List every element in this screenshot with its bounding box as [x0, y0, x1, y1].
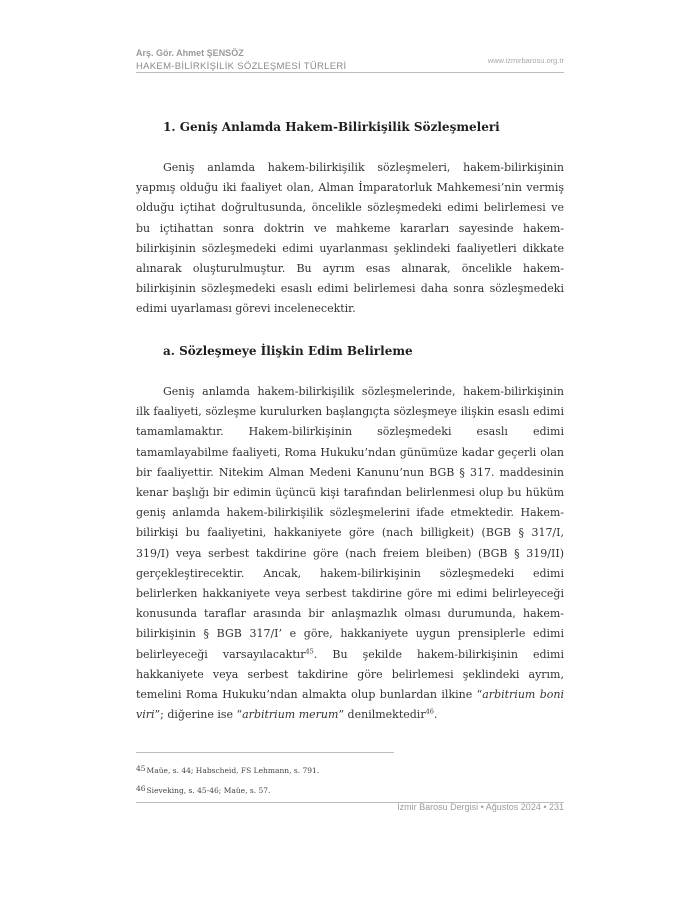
footnote-46 — [136, 786, 270, 795]
footnote-divider — [136, 752, 394, 753]
header-url[interactable]: www.izmirbarosu.org.tr — [487, 56, 564, 65]
header-author: Arş. Gör. Ahmet ŞENSÖZ — [136, 48, 244, 58]
footnote-number: 46 — [136, 784, 146, 793]
header-title: HAKEM-BİLİRKİŞİLİK SÖZLEŞMESİ TÜRLERİ — [136, 61, 347, 72]
footnote-ref-46[interactable]: 46 — [425, 707, 434, 716]
section-heading-1: 1. Geniş Anlamda Hakem-Bilirkişilik Sözleşmeleri — [163, 120, 500, 134]
paragraph-text: Geniş anlamda hakem-bilirkişilik sözleşmelerinde, hakem-bilirkişinin ilk faaliyeti, sözleşme kurulurken başlangıçta sözleşmeye ilişkin esaslı edimi tamamlamaktır. Hakem-bilirkişinin sözleşmedeki esaslı edimi tamamlayabilme faaliyeti, Roma Hukuku’ndan günümüze kadar geçerli olan bir faaliyettir. Nitekim Alman Medeni Kanunu’nun BGB § 317. maddesinin kenar başlığı bir edimin üçüncü kişi tarafından belirlenmesi olup bu hüküm geniş anlamda hakem-bilirkişilik sözleşmelerini ifade etmektedir. Hakem-bilirkişi bu faaliyetini, hakkaniyete göre (nach billigkeit) (BGB § 317/I, 319/I) veya serbest takdirine göre (nach freiem bleiben) (BGB § 319/II) gerçekleştirecektir. Ancak, hakem-bilirkişinin sözleşmedeki edimi belirlerken hakkaniyete veya serbest takdirine göre mi edimi belirleyeceği konusunda taraflar arasında bir anlaşmazlık olması durumunda, hakem-bilirkişinin § BGB 317/I’ e göre, hakkaniyete uygun prensiplerle edimi belirleyeceği varsayılacaktır — [136, 385, 564, 661]
paragraph-text: ”; diğerine ise “ — [154, 708, 243, 722]
italic-term-2: arbitrium merum — [242, 708, 339, 722]
footnote-text: Sieveking, s. 45-46; Maüe, s. 57. — [146, 786, 271, 795]
paragraph-text: ” denilmektedir — [338, 708, 426, 722]
header-divider — [136, 72, 564, 73]
section-paragraph-1: Geniş anlamda hakem-bilirkişilik sözleşmeleri, hakem-bilirkişinin yapmış olduğu iki faaliyet olan, Alman İmparatorluk Mahkemesi’nin vermiş olduğu içtihat doğrultusunda, öncelikle sözleşmedeki edimi belirlemesi ve bu içtihattan sonra doktrin ve mahkeme kararları sayesinde hakem-bilirkişinin sözleşmedeki edimi uyarlanması şeklindeki faaliyetleri dikkate alınarak oluşturulmuştur. Bu ayrım esas alınarak, öncelikle hakem-bilirkişinin sözleşmedeki esaslı edimi belirlemesi daha sonra sözleşmedeki edimi uyarlaması görevi incelenecektir. — [136, 161, 564, 316]
footnote-number: 45 — [136, 764, 146, 773]
paragraph-text: . — [433, 708, 438, 722]
section-heading-2: a. Sözleşmeye İlişkin Edim Belirleme — [163, 344, 413, 358]
footnote-ref-45[interactable]: 45 — [305, 646, 314, 655]
italic-term-1: arbitrium boni viri — [136, 688, 564, 722]
page-header — [136, 48, 564, 72]
footer-text: İzmir Barosu Dergisi • Ağustos 2024 • 231 — [397, 802, 564, 812]
paragraph-text: . Bu şekilde hakem-bilirkişinin edimi hakkaniyete veya serbest takdirine göre belirlemesi şeklindeki ayrım, temelini Roma Hukuku’ndan almakta olup bunlardan ilkine “ — [136, 647, 564, 702]
section-paragraph-2 — [136, 382, 564, 725]
footnote-text: Maüe, s. 44; Habscheid, FS Lehmann, s. 791. — [146, 766, 320, 775]
footnote-45 — [136, 766, 319, 775]
